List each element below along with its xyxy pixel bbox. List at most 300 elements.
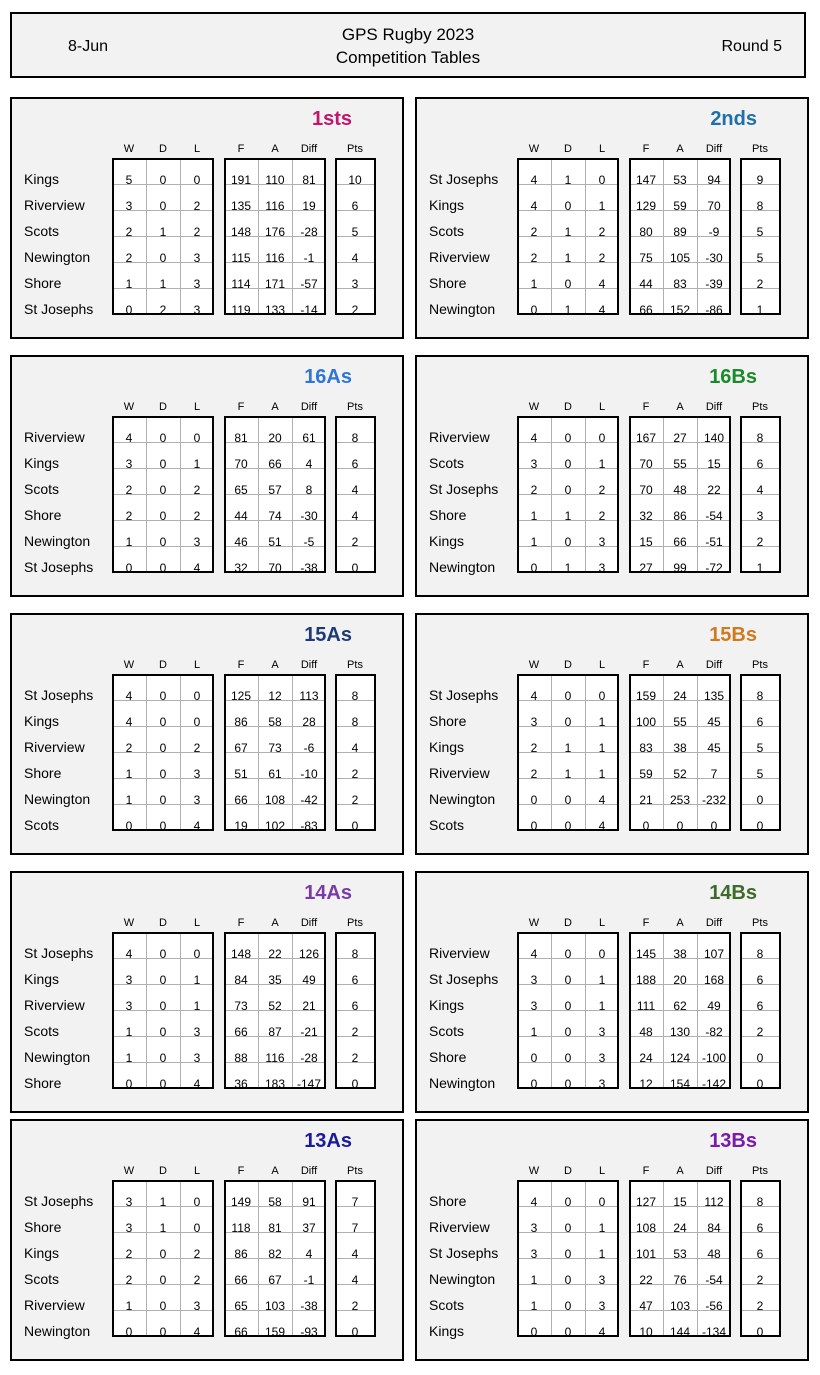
- column-header-d: D: [159, 143, 167, 155]
- cell-diff: 135: [703, 689, 725, 703]
- cell-diff: 7: [710, 767, 718, 781]
- cell-pts: 6: [351, 973, 359, 987]
- cell-diff: 126: [298, 947, 320, 961]
- column-header-diff: Diff: [705, 143, 723, 155]
- cell-a: 53: [673, 1247, 687, 1261]
- cell-a: 152: [669, 303, 691, 317]
- cell-f: 125: [230, 689, 252, 703]
- team-name: Riverview: [24, 1297, 85, 1313]
- cell-w: 4: [125, 431, 133, 445]
- team-name: Newington: [24, 791, 91, 807]
- cell-pts: 4: [351, 1247, 359, 1261]
- column-header-diff: Diff: [705, 659, 723, 671]
- cell-a: 73: [268, 741, 282, 755]
- table-title: 2nds: [710, 108, 757, 130]
- cell-l: 3: [598, 1077, 606, 1091]
- cell-w: 1: [125, 1299, 133, 1313]
- column-header-a: A: [676, 1165, 684, 1177]
- cell-f: 81: [234, 431, 248, 445]
- team-name: Scots: [24, 1271, 60, 1287]
- column-header-f: F: [237, 917, 245, 929]
- cell-d: 0: [564, 1051, 572, 1065]
- table-panel-16bs: [415, 355, 809, 597]
- cell-w: 1: [125, 793, 133, 807]
- cell-diff: 4: [305, 457, 313, 471]
- cell-l: 3: [193, 1051, 201, 1065]
- cell-a: 38: [673, 741, 687, 755]
- cell-pts: 7: [351, 1221, 359, 1235]
- cell-d: 0: [564, 947, 572, 961]
- cell-d: 0: [159, 715, 167, 729]
- cell-f: 100: [635, 715, 657, 729]
- cell-l: 4: [193, 1325, 201, 1339]
- column-header-a: A: [676, 917, 684, 929]
- cell-l: 3: [598, 1025, 606, 1039]
- cell-a: 87: [268, 1025, 282, 1039]
- cell-a: 48: [673, 483, 687, 497]
- cell-diff: -100: [701, 1051, 727, 1065]
- column-header-l: L: [598, 143, 606, 155]
- cell-pts: 6: [351, 457, 359, 471]
- column-header-w: W: [528, 401, 540, 413]
- cell-pts: 2: [351, 793, 359, 807]
- team-name: Scots: [429, 455, 465, 471]
- cell-w: 0: [125, 1325, 133, 1339]
- column-header-w: W: [123, 917, 135, 929]
- team-name: Riverview: [429, 1219, 490, 1235]
- cell-diff: 8: [305, 483, 313, 497]
- cell-pts: 0: [351, 819, 359, 833]
- cell-diff: -57: [300, 277, 318, 291]
- team-name: St Josephs: [429, 481, 499, 497]
- cell-w: 4: [125, 689, 133, 703]
- cell-w: 0: [530, 561, 538, 575]
- cell-d: 0: [159, 483, 167, 497]
- cell-d: 1: [159, 1221, 167, 1235]
- table-panel-15as: [10, 613, 404, 855]
- cell-l: 2: [598, 251, 606, 265]
- cell-w: 2: [125, 225, 133, 239]
- cell-f: 24: [639, 1051, 653, 1065]
- cell-f: 127: [635, 1195, 657, 1209]
- cell-f: 0: [642, 819, 650, 833]
- column-header-pts: Pts: [752, 1165, 768, 1177]
- cell-w: 1: [125, 1051, 133, 1065]
- cell-a: 183: [264, 1077, 286, 1091]
- cell-f: 159: [635, 689, 657, 703]
- cell-d: 0: [159, 1325, 167, 1339]
- team-name: Riverview: [429, 249, 490, 265]
- cell-a: 20: [673, 973, 687, 987]
- team-name: St Josephs: [24, 1193, 94, 1209]
- cell-diff: -6: [303, 741, 315, 755]
- cell-d: 0: [159, 947, 167, 961]
- cell-diff: -14: [300, 303, 318, 317]
- column-header-d: D: [159, 1165, 167, 1177]
- cell-w: 2: [125, 1247, 133, 1261]
- cell-diff: 21: [302, 999, 316, 1013]
- cell-pts: 8: [756, 1195, 764, 1209]
- column-header-pts: Pts: [347, 1165, 363, 1177]
- cell-d: 0: [159, 561, 167, 575]
- cell-a: 83: [673, 277, 687, 291]
- header-title-line1: GPS Rugby 2023: [341, 25, 475, 44]
- cell-a: 108: [264, 793, 286, 807]
- cell-w: 2: [125, 251, 133, 265]
- cell-a: 58: [268, 715, 282, 729]
- cell-w: 1: [125, 1025, 133, 1039]
- cell-pts: 4: [351, 741, 359, 755]
- cell-l: 1: [598, 1247, 606, 1261]
- cell-w: 3: [125, 999, 133, 1013]
- cell-d: 0: [159, 793, 167, 807]
- cell-pts: 7: [351, 1195, 359, 1209]
- team-name: Scots: [429, 1297, 465, 1313]
- cell-w: 2: [530, 225, 538, 239]
- cell-pts: 10: [348, 173, 362, 187]
- cell-l: 3: [598, 1273, 606, 1287]
- cell-d: 0: [159, 741, 167, 755]
- team-name: Shore: [429, 507, 467, 523]
- cell-pts: 3: [351, 277, 359, 291]
- cell-a: 24: [673, 689, 687, 703]
- cell-a: 57: [268, 483, 282, 497]
- cell-diff: 49: [707, 999, 721, 1013]
- cell-w: 0: [125, 561, 133, 575]
- cell-diff: -1: [303, 251, 315, 265]
- cell-pts: 0: [351, 561, 359, 575]
- cell-a: 81: [268, 1221, 282, 1235]
- cell-diff: 107: [703, 947, 725, 961]
- column-header-f: F: [642, 659, 650, 671]
- column-header-f: F: [237, 143, 245, 155]
- cell-diff: -39: [705, 277, 723, 291]
- cell-pts: 4: [351, 251, 359, 265]
- column-header-diff: Diff: [300, 1165, 318, 1177]
- cell-diff: 48: [707, 1247, 721, 1261]
- cell-f: 129: [635, 199, 657, 213]
- cell-w: 2: [125, 1273, 133, 1287]
- cell-l: 1: [598, 1221, 606, 1235]
- cell-a: 58: [268, 1195, 282, 1209]
- cell-f: 19: [234, 819, 248, 833]
- column-header-l: L: [193, 143, 201, 155]
- column-header-l: L: [193, 401, 201, 413]
- column-header-a: A: [271, 1165, 279, 1177]
- cell-a: 52: [268, 999, 282, 1013]
- cell-w: 1: [530, 1299, 538, 1313]
- cell-a: 70: [268, 561, 282, 575]
- cell-w: 1: [125, 277, 133, 291]
- table-panel-14bs: [415, 871, 809, 1113]
- table-panel-14as: [10, 871, 404, 1113]
- cell-a: 99: [673, 561, 687, 575]
- cell-diff: -1: [303, 1273, 315, 1287]
- cell-d: 1: [564, 509, 572, 523]
- cell-w: 2: [530, 483, 538, 497]
- cell-d: 0: [564, 199, 572, 213]
- column-header-w: W: [528, 143, 540, 155]
- cell-d: 0: [159, 999, 167, 1013]
- cell-pts: 2: [351, 1299, 359, 1313]
- cell-pts: 6: [756, 1247, 764, 1261]
- cell-diff: 4: [305, 1247, 313, 1261]
- cell-diff: -38: [300, 561, 318, 575]
- column-header-d: D: [564, 1165, 572, 1177]
- cell-w: 4: [125, 715, 133, 729]
- cell-l: 0: [598, 1195, 606, 1209]
- cell-l: 4: [598, 1325, 606, 1339]
- cell-l: 0: [193, 1195, 201, 1209]
- column-header-a: A: [271, 143, 279, 155]
- cell-pts: 2: [756, 1025, 764, 1039]
- cell-d: 0: [159, 173, 167, 187]
- cell-l: 0: [598, 947, 606, 961]
- cell-w: 0: [530, 819, 538, 833]
- cell-diff: 45: [707, 741, 721, 755]
- cell-w: 3: [530, 1247, 538, 1261]
- cell-diff: -30: [705, 251, 723, 265]
- cell-pts: 2: [756, 1273, 764, 1287]
- cell-w: 3: [530, 1221, 538, 1235]
- cell-d: 1: [564, 561, 572, 575]
- cell-pts: 0: [756, 1077, 764, 1091]
- cell-l: 1: [598, 715, 606, 729]
- cell-a: 253: [669, 793, 691, 807]
- cell-a: 176: [264, 225, 286, 239]
- cell-f: 21: [639, 793, 653, 807]
- cell-l: 0: [193, 1221, 201, 1235]
- cell-pts: 2: [756, 277, 764, 291]
- table-title: 15Bs: [709, 624, 757, 646]
- cell-pts: 8: [756, 689, 764, 703]
- column-header-pts: Pts: [752, 917, 768, 929]
- column-header-diff: Diff: [705, 1165, 723, 1177]
- team-name: Shore: [429, 1193, 467, 1209]
- cell-pts: 8: [351, 947, 359, 961]
- cell-l: 0: [598, 431, 606, 445]
- team-name: Kings: [429, 997, 465, 1013]
- cell-f: 67: [234, 741, 248, 755]
- cell-diff: 140: [703, 431, 725, 445]
- cell-l: 0: [193, 431, 201, 445]
- table-title: 13Bs: [709, 1130, 757, 1152]
- cell-f: 80: [639, 225, 653, 239]
- cell-a: 154: [669, 1077, 691, 1091]
- cell-l: 0: [193, 947, 201, 961]
- cell-pts: 0: [351, 1077, 359, 1091]
- cell-a: 171: [264, 277, 286, 291]
- cell-diff: -54: [705, 1273, 723, 1287]
- cell-pts: 6: [351, 199, 359, 213]
- cell-pts: 5: [756, 225, 764, 239]
- table-panel-13as: [10, 1119, 404, 1361]
- cell-w: 0: [125, 303, 133, 317]
- column-header-f: F: [642, 917, 650, 929]
- team-name: Scots: [429, 1023, 465, 1039]
- cell-f: 27: [639, 561, 653, 575]
- cell-a: 55: [673, 457, 687, 471]
- cell-w: 2: [125, 483, 133, 497]
- cell-d: 0: [159, 509, 167, 523]
- cell-l: 2: [193, 225, 201, 239]
- cell-a: 51: [268, 535, 282, 549]
- cell-w: 2: [125, 741, 133, 755]
- cell-f: 46: [234, 535, 248, 549]
- team-name: Kings: [24, 971, 60, 987]
- cell-f: 70: [639, 457, 653, 471]
- column-header-d: D: [159, 659, 167, 671]
- team-name: Scots: [429, 223, 465, 239]
- cell-l: 3: [598, 535, 606, 549]
- cell-l: 2: [193, 1273, 201, 1287]
- cell-a: 102: [264, 819, 286, 833]
- cell-pts: 6: [756, 999, 764, 1013]
- cell-l: 2: [193, 509, 201, 523]
- cell-f: 188: [635, 973, 657, 987]
- cell-pts: 2: [351, 303, 359, 317]
- column-header-diff: Diff: [300, 401, 318, 413]
- column-header-w: W: [528, 659, 540, 671]
- cell-diff: 81: [302, 173, 316, 187]
- cell-d: 1: [564, 303, 572, 317]
- cell-f: 75: [639, 251, 653, 265]
- cell-l: 4: [193, 819, 201, 833]
- team-name: Shore: [429, 713, 467, 729]
- cell-l: 1: [598, 999, 606, 1013]
- cell-a: 20: [268, 431, 282, 445]
- table-panel-13bs: [415, 1119, 809, 1361]
- cell-diff: 45: [707, 715, 721, 729]
- table-title: 16Bs: [709, 366, 757, 388]
- cell-w: 0: [530, 793, 538, 807]
- column-header-pts: Pts: [752, 143, 768, 155]
- cell-d: 2: [159, 303, 167, 317]
- column-header-diff: Diff: [300, 659, 318, 671]
- column-header-w: W: [123, 401, 135, 413]
- cell-pts: 2: [351, 767, 359, 781]
- column-header-w: W: [528, 1165, 540, 1177]
- cell-a: 53: [673, 173, 687, 187]
- column-header-l: L: [598, 1165, 606, 1177]
- cell-f: 191: [230, 173, 252, 187]
- cell-d: 0: [159, 767, 167, 781]
- cell-diff: 168: [703, 973, 725, 987]
- cell-d: 0: [564, 535, 572, 549]
- cell-diff: 22: [707, 483, 721, 497]
- cell-w: 4: [530, 173, 538, 187]
- cell-l: 3: [193, 535, 201, 549]
- cell-f: 167: [635, 431, 657, 445]
- cell-l: 4: [598, 793, 606, 807]
- cell-d: 1: [564, 173, 572, 187]
- cell-a: 12: [268, 689, 282, 703]
- cell-l: 3: [193, 277, 201, 291]
- cell-f: 10: [639, 1325, 653, 1339]
- cell-d: 0: [159, 251, 167, 265]
- column-header-f: F: [237, 659, 245, 671]
- team-name: Newington: [429, 1075, 496, 1091]
- cell-l: 3: [193, 1025, 201, 1039]
- team-name: Shore: [429, 1049, 467, 1065]
- team-name: Scots: [24, 1023, 60, 1039]
- cell-pts: 8: [756, 431, 764, 445]
- cell-diff: 19: [302, 199, 316, 213]
- cell-pts: 0: [756, 1051, 764, 1065]
- cell-pts: 0: [351, 1325, 359, 1339]
- cell-w: 1: [530, 277, 538, 291]
- team-name: Riverview: [24, 429, 85, 445]
- cell-l: 1: [193, 457, 201, 471]
- column-header-d: D: [564, 143, 572, 155]
- cell-w: 4: [530, 689, 538, 703]
- cell-diff: -28: [300, 1051, 318, 1065]
- cell-pts: 8: [351, 689, 359, 703]
- cell-pts: 6: [756, 457, 764, 471]
- team-name: Riverview: [24, 197, 85, 213]
- cell-f: 44: [234, 509, 248, 523]
- cell-diff: 15: [707, 457, 721, 471]
- column-header-f: F: [642, 401, 650, 413]
- cell-l: 3: [193, 1299, 201, 1313]
- cell-pts: 2: [351, 535, 359, 549]
- cell-pts: 4: [351, 483, 359, 497]
- cell-f: 84: [234, 973, 248, 987]
- team-name: Riverview: [24, 739, 85, 755]
- team-name: St Josephs: [24, 945, 94, 961]
- cell-pts: 5: [756, 767, 764, 781]
- cell-d: 0: [159, 431, 167, 445]
- team-name: Kings: [24, 713, 60, 729]
- cell-pts: 8: [756, 947, 764, 961]
- cell-d: 0: [564, 793, 572, 807]
- cell-w: 0: [530, 1051, 538, 1065]
- cell-a: 61: [268, 767, 282, 781]
- cell-f: 73: [234, 999, 248, 1013]
- column-header-pts: Pts: [347, 401, 363, 413]
- cell-diff: 91: [302, 1195, 316, 1209]
- cell-a: 89: [673, 225, 687, 239]
- team-name: Shore: [24, 765, 62, 781]
- cell-d: 0: [159, 1025, 167, 1039]
- team-name: Kings: [24, 171, 60, 187]
- column-header-w: W: [123, 1165, 135, 1177]
- cell-l: 0: [193, 715, 201, 729]
- cell-a: 74: [268, 509, 282, 523]
- table-panel-16as: [10, 355, 404, 597]
- cell-pts: 5: [351, 225, 359, 239]
- cell-l: 1: [598, 741, 606, 755]
- team-name: Scots: [24, 817, 60, 833]
- team-name: Kings: [24, 455, 60, 471]
- cell-diff: -54: [705, 509, 723, 523]
- header-date: 8-Jun: [68, 38, 109, 55]
- team-name: Scots: [24, 481, 60, 497]
- cell-diff: -9: [708, 225, 720, 239]
- cell-d: 1: [564, 225, 572, 239]
- cell-a: 124: [669, 1051, 691, 1065]
- cell-pts: 8: [351, 715, 359, 729]
- column-header-f: F: [237, 1165, 245, 1177]
- column-header-w: W: [528, 917, 540, 929]
- cell-diff: -82: [705, 1025, 723, 1039]
- cell-w: 3: [530, 457, 538, 471]
- team-name: Riverview: [429, 945, 490, 961]
- cell-f: 111: [636, 999, 656, 1013]
- cell-l: 4: [193, 1077, 201, 1091]
- cell-diff: -28: [300, 225, 318, 239]
- column-header-pts: Pts: [347, 917, 363, 929]
